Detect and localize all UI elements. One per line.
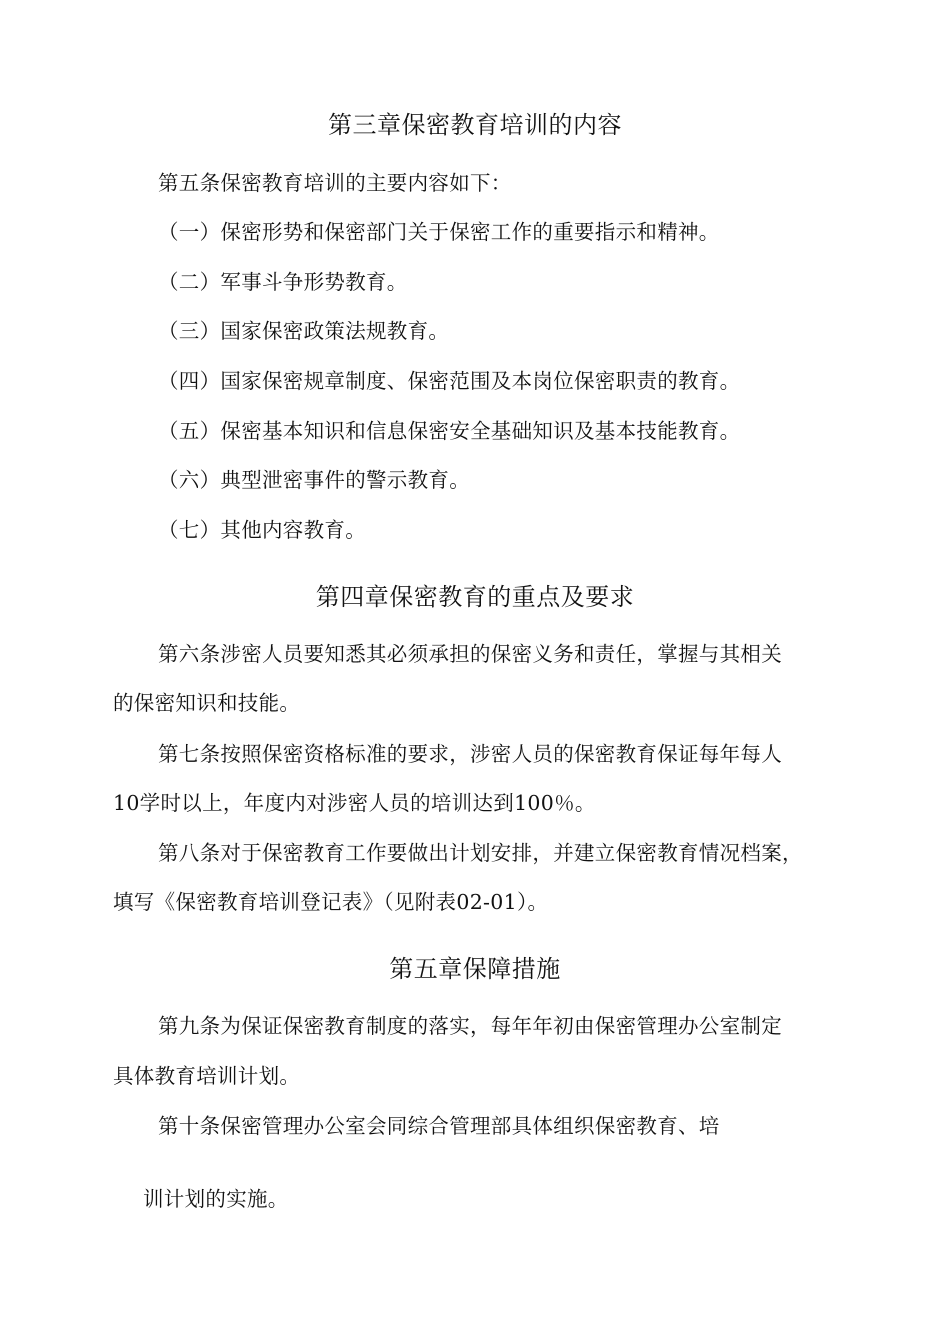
chapter-3-heading: 第三章保密教育培训的内容 [328, 111, 622, 139]
article-8-line-2: 填写《保密教育培训登记表》（见附表02-01）。 [113, 890, 549, 914]
chapter-4-heading: 第四章保密教育的重点及要求 [315, 583, 635, 611]
article-6-line-1: 第六条涉密人员要知悉其必须承担的保密义务和责任，掌握与其相关 [158, 642, 782, 666]
list-item-5: （五）保密基本知识和信息保密安全基础知识及基本技能教育。 [158, 419, 741, 443]
article-5-text: 第五条保密教育培训的主要内容如下： [158, 171, 512, 195]
list-item-6: （六）典型泄密事件的警示教育。 [158, 468, 470, 492]
list-item-3: （三）国家保密政策法规教育。 [158, 319, 450, 343]
list-item-2: （二）军事斗争形势教育。 [158, 270, 408, 294]
list-item-7: （七）其他内容教育。 [158, 518, 366, 542]
list-item-4: （四）国家保密规章制度、保密范围及本岗位保密职责的教育。 [158, 369, 741, 393]
chapter-5-heading: 第五章保障措施 [389, 955, 561, 983]
article-7-line-1: 第七条按照保密资格标准的要求，涉密人员的保密教育保证每年每人 [158, 742, 782, 766]
article-9-line-2: 具体教育培训计划。 [113, 1064, 301, 1088]
article-8-line-1: 第八条对于保密教育工作要做出计划安排，并建立保密教育情况档案， [158, 841, 803, 865]
article-6-line-2: 的保密知识和技能。 [113, 691, 301, 715]
article-10-line-1: 第十条保密管理办公室会同综合管理部具体组织保密教育、培 [158, 1114, 720, 1138]
article-10-line-2: 训计划的实施。 [143, 1187, 289, 1211]
list-item-1: （一）保密形势和保密部门关于保密工作的重要指示和精神。 [158, 220, 720, 244]
article-7-line-2: 10学时以上，年度内对涉密人员的培训达到100％。 [113, 791, 596, 815]
article-9-line-1: 第九条为保证保密教育制度的落实，每年年初由保密管理办公室制定 [158, 1014, 782, 1038]
